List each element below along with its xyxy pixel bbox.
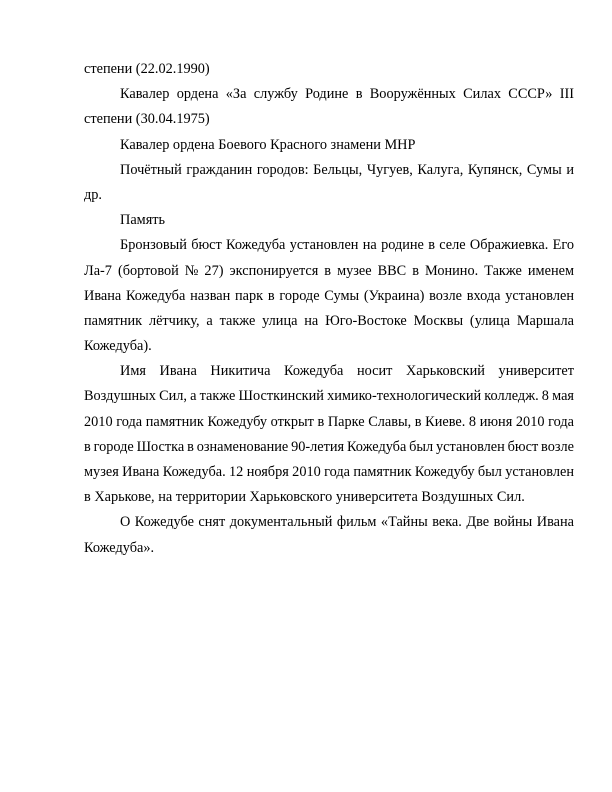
text-line-wrapper (84, 57, 574, 82)
text-line: степени (22.02.1990) (84, 61, 210, 77)
text-line-wrapper (84, 259, 574, 284)
text-line: в Харькове, на территории Харьковского университета Воздушных Сил. (84, 489, 525, 506)
text-line: музея Ивана Кожедуба. 12 ноября 2010 года памятник Кожедубу был установлен (84, 464, 574, 480)
text-line: О Кожедубе снят документальный фильм «Тайны века. Две войны Ивана (120, 514, 574, 531)
text-line-wrapper (84, 183, 574, 208)
text-line-wrapper (84, 233, 574, 258)
text-line-wrapper (84, 485, 574, 510)
text-line: Ла-7 (бортовой № 27) экспонируется в музее ВВС в Монино. Также именем (84, 262, 574, 279)
text-line: 2010 года памятник Кожедубу открыт в Парке Славы, в Киеве. 8 июня 2010 года (84, 413, 574, 430)
text-line-wrapper (84, 158, 574, 183)
text-line-wrapper (84, 82, 574, 107)
text-line: Кавалер ордена «За службу Родине в Вооружённых Силах СССР» III (120, 86, 574, 103)
text-line-wrapper (84, 208, 574, 233)
text-line: Ивана Кожедуба назван парк в городе Сумы (Украина) возле входа установлен (84, 287, 574, 304)
text-line-wrapper (84, 410, 574, 435)
text-line-wrapper (84, 510, 574, 535)
paragraph (84, 57, 574, 82)
text-line-wrapper (84, 309, 574, 334)
text-line: степени (30.04.1975) (84, 111, 210, 128)
text-line-wrapper (84, 107, 574, 132)
text-line-wrapper (84, 435, 574, 460)
text-line-wrapper (84, 384, 574, 409)
paragraph (84, 82, 574, 132)
paragraph (84, 510, 574, 560)
text-line: памятник лётчику, а также улица на Юго-Востоке Москвы (улица Маршала (84, 312, 574, 329)
paragraph (84, 208, 574, 233)
text-line-wrapper (84, 334, 574, 359)
text-line: Память (120, 212, 166, 229)
text-line-wrapper (84, 133, 574, 158)
text-line: Воздушных Сил, а также Шосткинский химико-технологический колледж. 8 мая (84, 388, 574, 405)
text-line: др. (84, 186, 102, 203)
text-line-wrapper (84, 359, 574, 384)
text-line: Кожедуба». (84, 539, 155, 556)
paragraph (84, 133, 574, 158)
paragraph (84, 158, 574, 208)
text-line: Почётный гражданин городов: Бельцы, Чугуев, Калуга, Купянск, Сумы и (120, 161, 574, 178)
text-line-wrapper (84, 536, 574, 561)
paragraph (84, 359, 574, 510)
text-line-wrapper (84, 460, 574, 485)
text-line: Имя Ивана Никитича Кожедуба носит Харьковский университет (120, 363, 574, 380)
text-line: Бронзовый бюст Кожедуба установлен на родине в селе Ображиевка. Его (120, 237, 574, 254)
text-line: Кожедуба). (84, 338, 152, 355)
text-line: в городе Шостка в ознаменование 90-летия Кожедуба был установлен бюст возле (84, 438, 574, 455)
text-line: Кавалер ордена Боевого Красного знамени МНР (120, 136, 416, 153)
text-line-wrapper (84, 284, 574, 309)
paragraph (84, 233, 574, 359)
document-page (84, 57, 574, 561)
